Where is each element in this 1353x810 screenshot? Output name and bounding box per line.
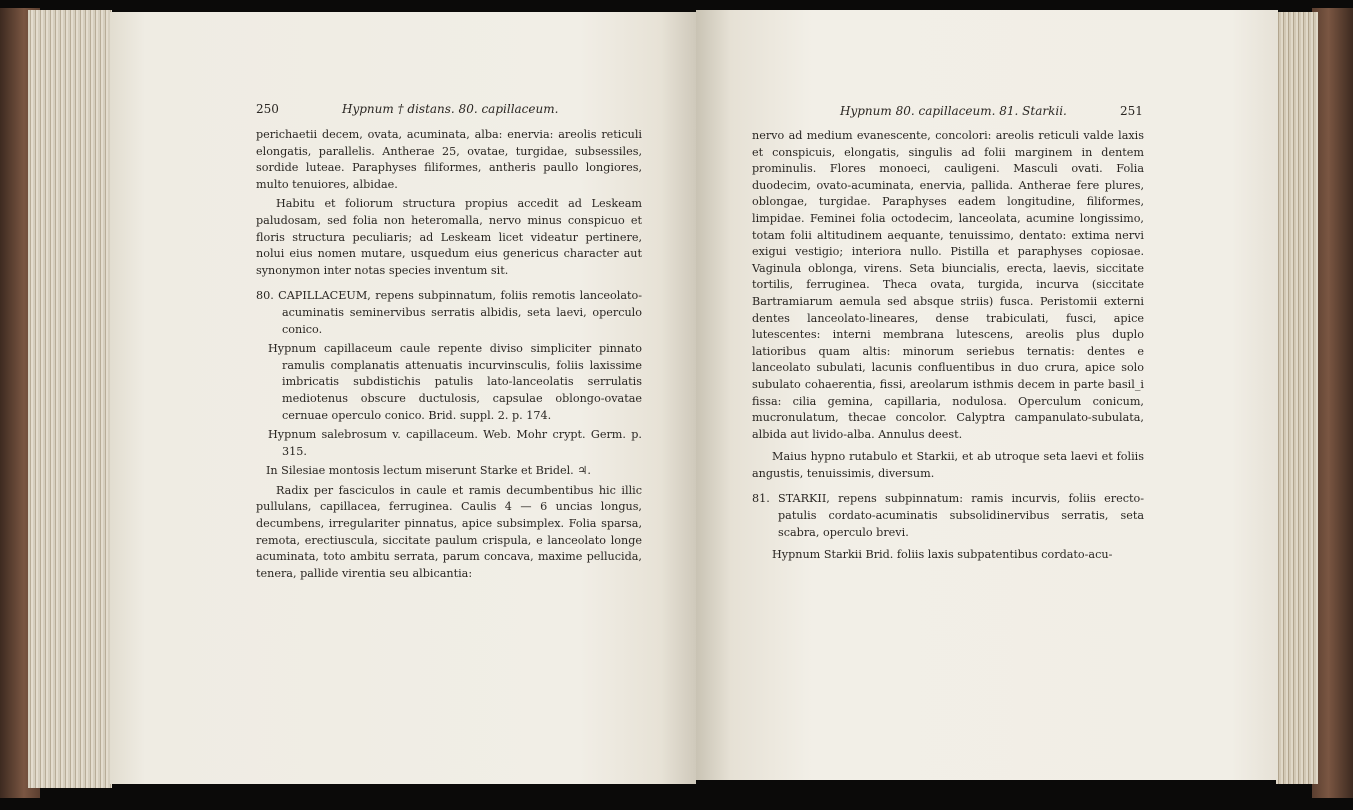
running-head-left: Hypnum † distans. 80. capillaceum.	[342, 102, 559, 116]
locality-paragraph: In Silesiae montosis lectum miserunt Starke et Bridel. ♃.	[266, 464, 591, 478]
text-block-left	[256, 127, 642, 582]
left-page	[110, 12, 696, 784]
synonym-paragraph: Hypnum salebrosum v. capillaceum. Web. Mohr crypt. Germ. p. 315.	[268, 428, 642, 458]
page-edges-left	[28, 10, 112, 788]
book-cover-right	[1312, 8, 1353, 798]
species-entry: 81. STARKII, repens subpinnatum: ramis incurvis, foliis erecto-patulis cordato-acuminatis subsolidinervibus serratis, seta scabra, operculo brevi.	[752, 492, 1144, 539]
right-page	[696, 10, 1278, 780]
page-number-right: 251	[1120, 104, 1143, 118]
page-edges-right	[1276, 12, 1318, 784]
synonym-paragraph: Hypnum capillaceum caule repente diviso simpliciter pinnato ramulis complanatis attenuatis incurvinsculis, foliis laxissime imbricatis subdistichis patulis lato-lanceolatis serrulatis mediotenus obscure ductulosis, capsulae oblongo-ovatae cernuae operculo conico. Brid. suppl. 2. p. 174.	[268, 342, 642, 422]
running-head-right: Hypnum 80. capillaceum. 81. Starkii.	[840, 104, 1067, 118]
text-block-right	[752, 128, 1144, 564]
species-entry: 80. CAPILLACEUM, repens subpinnatum, foliis remotis lanceolato-acuminatis seminervibus serratis albidis, seta laevi, operculo conico.	[256, 289, 642, 336]
paragraph: Habitu et foliorum structura propius accedit ad Leskeam paludosam, sed folia non heteromalla, nervo minus conspicuo et floris structura peculiaris; ad Leskeam licet videatur pertinere, nolui eius nomen mutare, usquedum eius genericus character aut synonymon inter notas species inventum sit.	[256, 197, 642, 277]
note-paragraph: Maius hypno rutabulo et Starkii, et ab utroque seta laevi et foliis angustis, tenuissimis, diversum.	[752, 450, 1144, 480]
page-number-left: 250	[256, 102, 279, 116]
paragraph: perichaetii decem, ovata, acuminata, alba: enervia: areolis reticuli elongatis, parallelis. Antherae 25, ovatae, turgidae, subsessiles, sordide luteae. Paraphyses filiformes, antheris paullo longiores, multo tenuiores, albidae.	[256, 128, 642, 191]
description-paragraph: nervo ad medium evanescente, concolori: areolis reticuli valde laxis et conspicuis, elongatis, singulis ad folii marginem in dentem prominulis. Flores monoeci, cauligeni. Masculi ovati. Folia duodecim, ovato-acuminata, enervia, pallida. Antherae fere plures, oblongae, turgidae. Paraphyses eadem longitudine, filiformes, limpidae. Feminei folia octodecim, lanceolata, acumine longissimo, totam folii altitudinem aequante, tenuissimo, dentato: extima nervi exigui vestigio; interiora nullo. Pistilla et paraphyses copiosae. Vaginula oblonga, virens. Seta biuncialis, erecta, laevis, siccitate tortilis, ferruginea. Theca ovata, turgida, incurva (siccitate Bartramiarum aemula sed absque striis) fusca. Peristomii externi dentes lanceolato-lineares, dense trabiculati, fusci, apice lutescentes: interni membrana lutescens, areolis plus duplo latioribus quam altis: minorum seriebus ternatis: dentes e lanceolato subulati, lacunis confluentibus in duo crura, apice solo subulato cohaerentia, fissi, areolarum isthmis decem in parte basil_i fissa: cilia gemina, capillaria, nodulosa. Operculum conicum, mucronulatum, thecae concolor. Calyptra campanulato-subulata, albida aut livido-alba. Annulus deest.	[752, 129, 1144, 441]
description-paragraph: Radix per fasciculos in caule et ramis decumbentibus hic illic pullulans, capillacea, ferruginea. Caulis 4 — 6 uncias longus, decumbens, irregulariter pinnatus, apice subsimplex. Folia sparsa, remota, erectiuscula, siccitate paulum crispula, e lanceolato longe acuminata, toto ambitu serrata, parum concava, maxime pellucida, tenera, pallide virentia seu albicantia:	[256, 483, 642, 580]
synonym-paragraph: Hypnum Starkii Brid. foliis laxis subpatentibus cordato-acu-	[772, 548, 1113, 562]
